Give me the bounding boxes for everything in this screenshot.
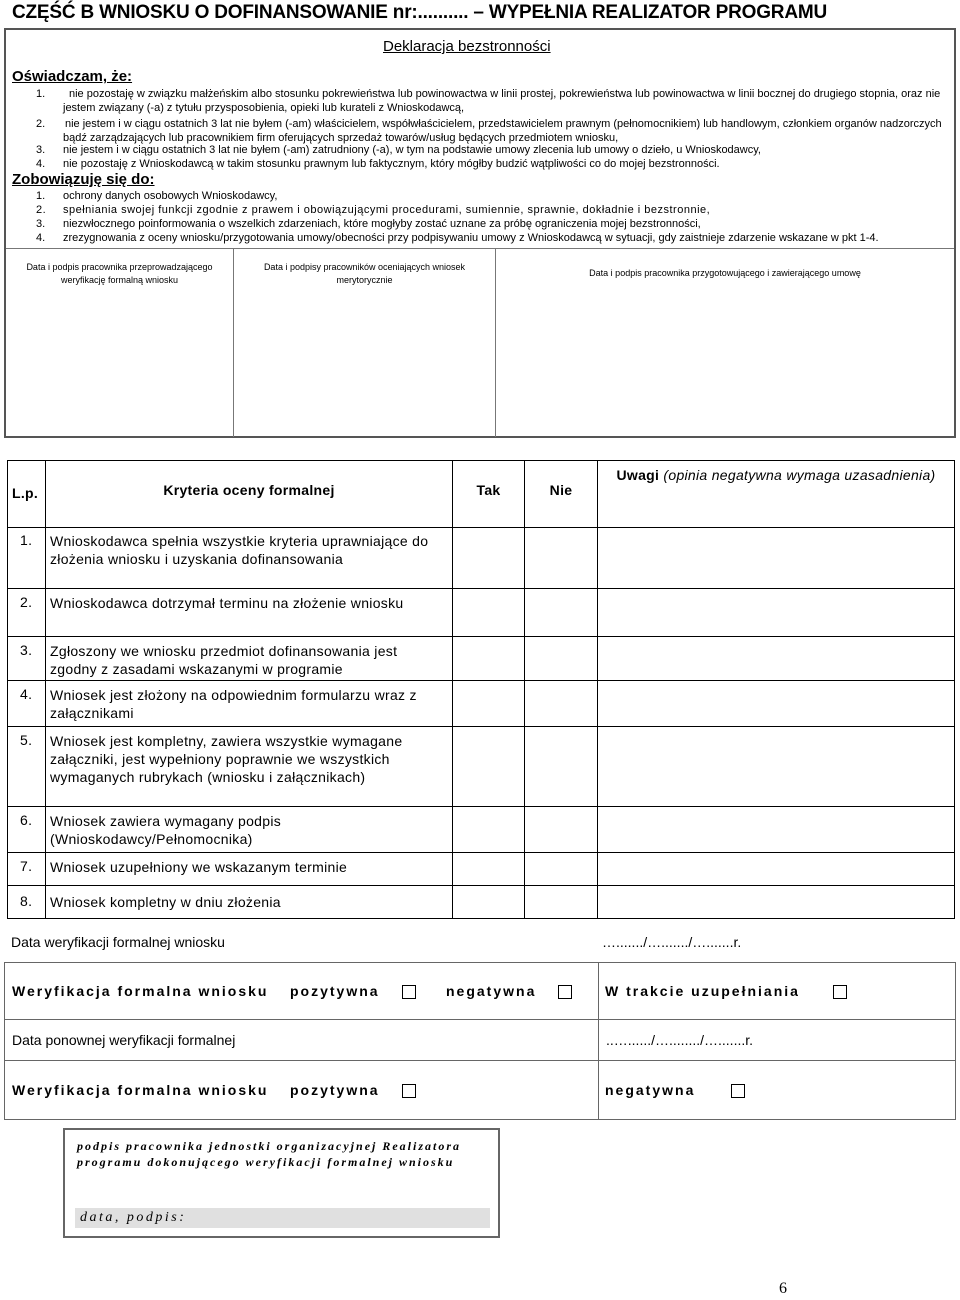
column-divider [598,1019,599,1061]
negative-label: negatywna [605,1082,696,1098]
column-divider [598,1061,599,1119]
yes-cell[interactable] [453,886,525,919]
reverification-date-label: Data ponownej weryfikacji formalnej [12,1032,236,1048]
yes-cell[interactable] [453,853,525,886]
table-row: 5. Wniosek jest kompletny, zawiera wszystkie wymagane załączniki, jest wypełniony poprawnie we wszystkich wymaganych rubrykach (wniosku i załącznikach) [8,727,955,807]
yes-cell[interactable] [453,727,525,807]
reverification-date-value[interactable]: ..…....../…......../….......r. [606,1032,754,1048]
yes-cell[interactable] [453,528,525,589]
table-row: 4. Wniosek jest złożony na odpowiednim formularzu wraz z załącznikami [8,681,955,727]
no-cell[interactable] [525,589,598,637]
signature-field-formal[interactable]: Data i podpis pracownika przeprowadzającego weryfikację formalną wniosku [6,249,234,437]
remarks-cell[interactable] [598,727,955,807]
remarks-cell[interactable] [598,853,955,886]
negative-checkbox[interactable] [731,1084,745,1098]
table-row: 6. Wniosek zawiera wymagany podpis (Wnioskodawcy/Pełnomocnika) [8,807,955,853]
no-cell[interactable] [525,886,598,919]
header-remarks: Uwagi (opinia negatywna wymaga uzasadnienia) [598,461,955,528]
obligation-heading: Zobowiązuję się do: [12,171,155,188]
signature-field-contract[interactable]: Data i podpis pracownika przygotowującego i zawierającego umowę [589,268,861,278]
verification-row-2 [4,1060,956,1120]
statement-heading: Oświadczam, że: [12,68,133,85]
verification-date-row [4,920,956,962]
table-row: 2. Wnioskodawca dotrzymał terminu na złożenie wniosku [8,589,955,637]
signature-caption: podpis pracownika jednostki organizacyjnej Realizatora programu dokonującego weryfikacji formalnej wniosku [77,1139,462,1169]
no-cell[interactable] [525,727,598,807]
remarks-cell[interactable] [598,589,955,637]
yes-cell[interactable] [453,681,525,727]
remarks-cell[interactable] [598,637,955,681]
positive-label: pozytywna [290,1082,380,1098]
no-cell[interactable] [525,853,598,886]
in-progress-label: W trakcie uzupełniania [605,983,800,999]
declaration-heading: Deklaracja bezstronności [383,38,551,55]
positive-checkbox[interactable] [402,1084,416,1098]
verification-label: Weryfikacja formalna wniosku [12,1082,269,1098]
no-cell[interactable] [525,637,598,681]
reverification-date-row [4,1019,956,1061]
criteria-table [7,460,955,919]
header-lp: L.p. [8,461,46,528]
no-cell[interactable] [525,807,598,853]
positive-checkbox[interactable] [402,985,416,999]
negative-label: negatywna [446,983,537,999]
column-divider [598,963,599,1019]
remarks-cell[interactable] [598,681,955,727]
no-cell[interactable] [525,528,598,589]
table-row: 8. Wniosek kompletny w dniu złożenia [8,886,955,919]
remarks-cell[interactable] [598,807,955,853]
table-header-row [8,461,955,528]
verification-label: Weryfikacja formalna wniosku [12,983,269,999]
header-no: Nie [525,461,598,528]
no-cell[interactable] [525,681,598,727]
signature-field-merit[interactable]: Data i podpisy pracowników oceniających wniosek merytorycznie [234,249,496,437]
yes-cell[interactable] [453,637,525,681]
negative-checkbox[interactable] [558,985,572,999]
table-row: 3. Zgłoszony we wniosku przedmiot dofinansowania jest zgodny z zasadami wskazanymi w programie [8,637,955,681]
page-number: 6 [779,1280,787,1297]
table-row: 7. Wniosek uzupełniony we wskazanym terminie [8,853,955,886]
positive-label: pozytywna [290,983,380,999]
verification-date-value[interactable]: …......./…......./….......r. [602,934,742,950]
verification-row-1 [4,962,956,1020]
signature-row [6,248,954,437]
remarks-cell[interactable] [598,528,955,589]
header-criteria: Kryteria oceny formalnej [46,461,453,528]
page-title: CZĘŚĆ B WNIOSKU O DOFINANSOWANIE nr:.......... – WYPEŁNIA REALIZATOR PROGRAMU [12,2,827,23]
yes-cell[interactable] [453,589,525,637]
yes-cell[interactable] [453,807,525,853]
table-row: 1. Wnioskodawca spełnia wszystkie kryteria uprawniające do złożenia wniosku i uzyskania dofinansowania [8,528,955,589]
header-yes: Tak [453,461,525,528]
verification-date-label: Data weryfikacji formalnej wniosku [11,934,225,950]
signature-box [63,1128,500,1238]
signature-date-field[interactable]: data, podpis: [75,1208,490,1228]
in-progress-checkbox[interactable] [833,985,847,999]
remarks-cell[interactable] [598,886,955,919]
